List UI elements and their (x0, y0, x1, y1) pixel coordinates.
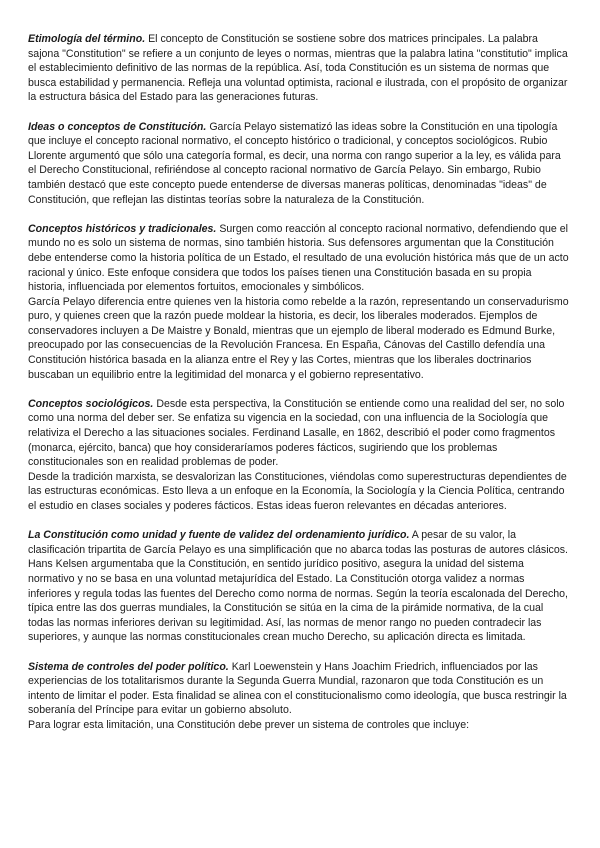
section-sistema-controles (28, 660, 570, 733)
section-heading: Conceptos históricos y tradicionales. (28, 222, 217, 235)
paragraph (28, 528, 570, 645)
paragraph-text: El concepto de Constitución se sostiene sobre dos matrices principales. La palabra sajona "Constitution" se refiere a un conjunto de leyes o normas, mientras que la palabra latina "constitutio" implica el establecimiento definitivo de las normas de la república. Así, toda Constitución es un sistema de normas que busca estabilidad y permanencia. Refleja una voluntad optimista, racional e ilustrada, con el propósito de organizar la estructura básica del Estado para las generaciones futuras. (28, 33, 568, 104)
section-heading: Conceptos sociológicos. (28, 397, 154, 410)
section-etimologia (28, 32, 570, 105)
paragraph-text: Para lograr esta limitación, una Constitución debe prever un sistema de controles que incluye: (28, 718, 470, 731)
paragraph (28, 32, 570, 105)
paragraph (28, 470, 570, 514)
paragraph-text: Surgen como reacción al concepto racional normativo, defendiendo que el mundo no es solo un sistema de normas, sino también historia. Sus defensores argumentan que la Constitución debe entenderse como la historia política de un Estado, el resultado de una evolución histórica más que de un acto racional y único. Este enfoque considera que todos los países tienen una Constitución basada en su propia historia, influenciada por elementos fortuitos, emocionales y simbólicos. (28, 222, 569, 294)
paragraph (28, 295, 570, 383)
section-heading: Sistema de controles del poder político. (28, 660, 229, 673)
paragraph-text: Desde la tradición marxista, se desvalorizan las Constituciones, viéndolas como superestructuras dependientes de las estructuras económicas. Esto lleva a un enfoque en la Economía, la Sociología y la Ciencia Política, centrando el estudio en clases sociales y poderes fácticos. Estas ideas fueron relevantes en décadas anteriores. (28, 470, 567, 512)
paragraph (28, 397, 570, 470)
paragraph (28, 718, 570, 733)
section-heading: Ideas o conceptos de Constitución. (28, 120, 207, 133)
paragraph-text: Karl Loewenstein y Hans Joachim Friedrich, influenciados por las experiencias de los totalitarismos durante la Segunda Guerra Mundial, razonaron que toda Constitución es un intento de limitar el poder. Esta finalidad se alinea con el constitucionalismo como ideología, que busca restringir la soberanía del Príncipe para evitar un gobierno absoluto. (28, 660, 567, 717)
section-heading: Etimología del término. (28, 33, 146, 45)
paragraph-text: A pesar de su valor, la clasificación tripartita de García Pelayo es una simplificación que no abarca todas las posturas de autores clásicos. Hans Kelsen argumentaba que la Constitución, en sentido jurídico positivo, asegura la unidad del sistema normativo y no se basa en una voluntad metajurídica del Estado. La Constitución otorga validez a normas inferiores y regula todas las fuentes del Derecho como norma de normas. Según la teoría escalonada del Derecho, típica entre las dos guerras mundiales, la Constitución se sitúa en la cima de la pirámide normativa, de la cual todas las normas inferiores derivan su legitimidad. Así, las normas de menor rango no pueden contradecir las superiores, y aunque las normas constitucionales crean mucho Derecho, su aplicación directa es limitada. (28, 529, 569, 644)
paragraph-text: Desde esta perspectiva, la Constitución se entiende como una realidad del ser, no solo como una norma del deber ser. Se enfatiza su vigencia en la sociedad, con una influencia de la Sociología que relativiza el Derecho a las situaciones sociales. Ferdinand Lasalle, en 1862, describió el poder como fragmentos (monarca, ejército, banca) que hoy consideraríamos poderes fácticos, sugiriendo que los problemas constitucionales son en realidad problemas de poder. (28, 397, 565, 469)
paragraph (28, 222, 570, 295)
section-unidad-validez (28, 528, 570, 645)
paragraph (28, 660, 570, 718)
paragraph (28, 120, 570, 208)
section-conceptos-sociologicos (28, 397, 570, 514)
paragraph-text: García Pelayo sistematizó las ideas sobre la Constitución en una tipología que incluye el concepto racional normativo, el concepto histórico o tradicional, y conceptos sociológicos. Rubio Llorente argumentó que sólo una categoría formal, es decir, una norma con rango superior a la ley, es válida para el Derecho Constitucional, refiriéndose al concepto racional normativo de García Pelayo. Sin embargo, Rubio también destacó que este concepto puede entenderse de diversas maneras políticas, denominadas "ideas" de Constitución, que reflejan las distintas teorías sobre la naturaleza de la Constitución. (28, 120, 561, 206)
section-heading: La Constitución como unidad y fuente de validez del ordenamiento jurídico. (28, 529, 410, 542)
section-conceptos-historicos (28, 222, 570, 383)
paragraph-text: García Pelayo diferencia entre quienes ven la historia como rebelde a la razón, representando un conservadurismo puro, y quienes creen que la razón puede moldear la historia, es decir, los liberales moderados. Ejemplos de conservadores incluyen a De Maistre y Bonald, mientras que un ejemplo de liberal moderado es Edmund Burke, preocupado por las consecuencias de la Revolución Francesa. En España, Cánovas del Castillo defendía una Constitución histórica basada en la alianza entre el Rey y las Cortes, mientras que los liberales doctrinarios buscaban un equilibrio entre la legitimidad del monarca y el gobierno representativo. (28, 295, 569, 381)
section-ideas-conceptos (28, 120, 570, 208)
